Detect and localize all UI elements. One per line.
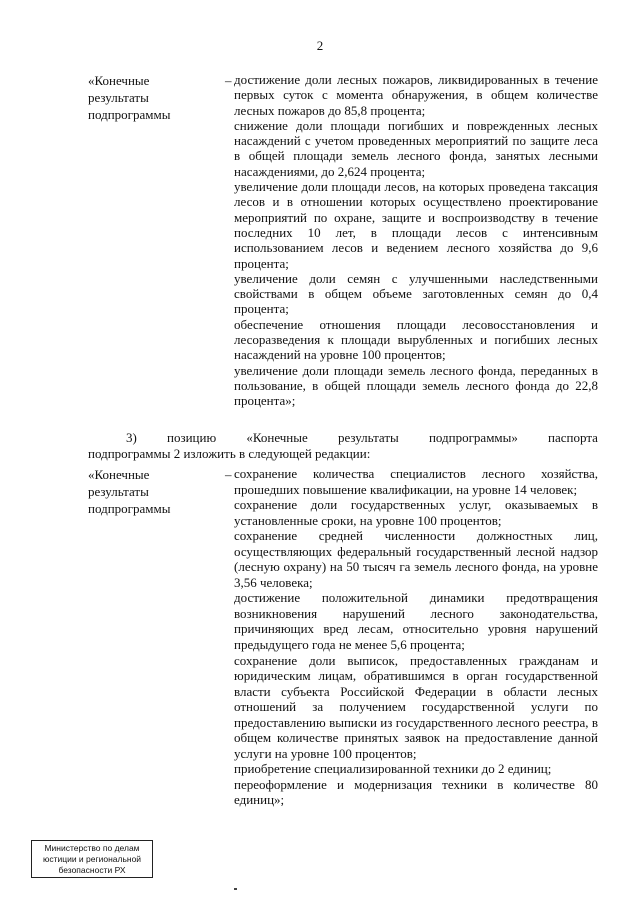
clause-word: позицию [167, 430, 217, 445]
stamp-line: Министерство по делам [44, 843, 140, 853]
label-line: «Конечные [88, 467, 150, 482]
result-item: сохранение доли выписок, предоставленных гражданам и юридическим лицам, обратившимся в орган государственной власти субъекта Российской Федерации в области лесных отношений за получением государственной услуги по предоставлению выписки из государственного лесного реестра, в общем количестве принятых заявок на предоставление данной услуги на уровне 100 процентов; [234, 652, 598, 761]
label-line: результаты [88, 484, 149, 499]
scan-speck [234, 888, 237, 890]
stamp-line: безопасности РХ [58, 865, 126, 875]
clause-word: результаты [337, 430, 399, 445]
result-item: приобретение специализированной техники до 2 единиц; [234, 761, 552, 777]
result-item: переоформление и модернизация техники в количестве 80 единиц»; [234, 776, 598, 808]
result-item: снижение доли площади погибших и поврежденных лесных насаждений с учетом проведенных мероприятий по защите леса в общей площади земель лесного фонда, занятых лесными насаждениями, до 2,624 процента; [234, 117, 598, 179]
label-line: результаты [88, 90, 149, 105]
result-item: сохранение средней численности должностных лиц, осуществляющих федеральный государственный лесной надзор (лесную охрану) на 50 тысяч га земель лесного фонда, на уровне 3,56 человека; [234, 528, 598, 590]
clause-word: 3) [126, 430, 137, 445]
row-label [88, 72, 218, 123]
result-item: увеличение доли площади лесов, на которых проведена таксация лесов и в отношении которых осуществлено проектирование мероприятий по охране, защите и воспроизводству в течение последних 10 лет, в площади лесов с интенсивным использованием лесов и ведением лесного хозяйства до 9,6 процента; [234, 179, 598, 271]
row-label [88, 466, 218, 517]
ministry-stamp [31, 840, 153, 878]
dash-separator: – [225, 467, 232, 482]
clause-word: подпрограммы» [428, 430, 518, 445]
label-line: «Конечные [88, 73, 150, 88]
clause-word: паспорта [548, 430, 598, 445]
clause-word: «Конечные [246, 430, 308, 445]
label-line: подпрограммы [88, 501, 171, 516]
result-item: достижение положительной динамики предотвращения возникновения нарушений лесного законодательства, причиняющих вред лесам, относительно уровня нарушений предыдущего года не менее 5,6 процента; [234, 590, 598, 653]
page-number: 2 [316, 38, 324, 53]
clause-paragraph [88, 430, 598, 462]
result-item: сохранение доли государственных услуг, оказываемых в установленные сроки, на уровне 100 процентов; [234, 497, 598, 528]
result-item: увеличение доли площади земель лесного фонда, переданных в пользование, в общей площади земель лесного фонда до 22,8 процента»; [234, 362, 598, 409]
stamp-line: юстиции и региональной [42, 854, 142, 864]
result-item: увеличение доли семян с улучшенными наследственными свойствами в общем объеме заготовленных семян до 0,4 процента; [234, 270, 598, 317]
result-item: обеспечение отношения площади лесовосстановления и лесоразведения к площади вырубленных и погибших лесных насаждений на уровне 100 процентов; [234, 316, 598, 363]
clause-line-1 [88, 430, 598, 446]
clause-line-2: подпрограммы 2 изложить в следующей редакции: [88, 446, 371, 461]
result-item: сохранение количества специалистов лесного хозяйства, прошедших повышение квалификации, на уровне 14 человек; [234, 466, 598, 497]
results-list [234, 466, 598, 808]
result-item: достижение доли лесных пожаров, ликвидированных в течение первых суток с момента обнаружения, в общем количестве лесных пожаров до 85,8 процента; [234, 72, 598, 118]
label-line: подпрограммы [88, 107, 171, 122]
results-list [234, 72, 598, 409]
dash-separator: – [225, 73, 232, 88]
